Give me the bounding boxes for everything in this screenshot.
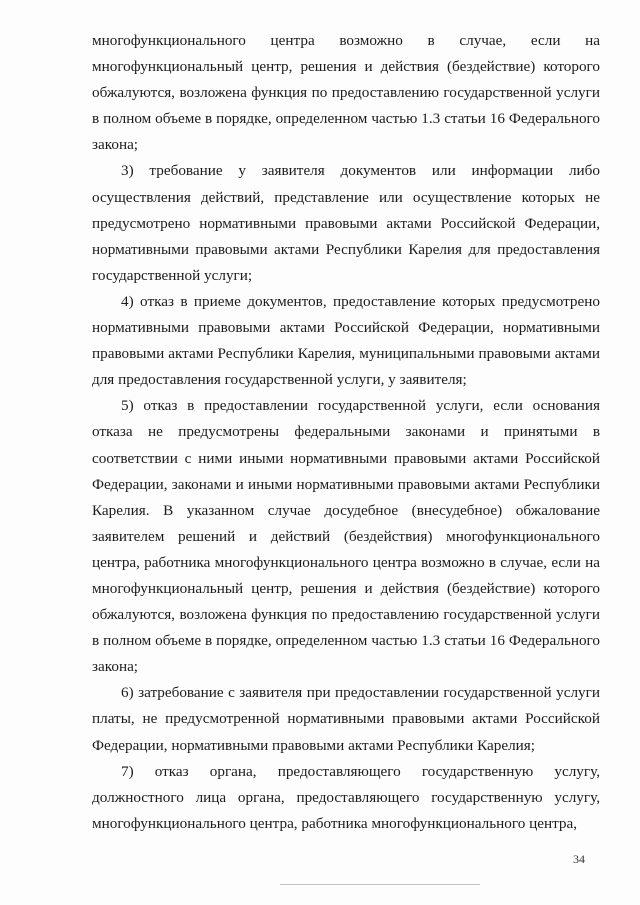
document-body bbox=[92, 28, 600, 837]
paragraph-continuation: многофункционального центра возможно в случае, если на многофункциональный центр, решения и действия (бездействие) которого обжалуются, возложена функция по предоставлению государственной услуги в полном объеме в порядке, определенном частью 1.3 статьи 16 Федерального закона; bbox=[92, 32, 600, 154]
scan-edge-line bbox=[280, 884, 480, 885]
paragraph-item-4: 4) отказ в приеме документов, предоставление которых предусмотрено нормативными правовыми актами Российской Федерации, нормативными правовыми актами Республики Карелия, муниципальными правовыми актами для предоставления государственной услуги, у заявителя; bbox=[92, 292, 600, 389]
paragraph-item-3: 3) требование у заявителя документов или информации либо осуществления действий, представление или осуществление которых не предусмотрено нормативными правовыми актами Российской Федерации, нормативными правовыми актами Республики Карелия для предоставления государственной услуги; bbox=[92, 162, 600, 284]
paragraph-item-5: 5) отказ в предоставлении государственной услуги, если основания отказа не предусмотрены федеральными законами и принятыми в соответствии с ними иными нормативными правовыми актами Российской Федерации, законами и иными нормативными правовыми актами Республики Карелия. В указанном случае досудебное (внесудебное) обжалование заявителем решений и действий (бездействия) многофункционального центра, работника многофункционального центра возможно в случае, если на многофункциональный центр, решения и действия (бездействие) которого обжалуются, возложена функция по предоставлению государственной услуги в полном объеме в порядке, определенном частью 1.3 статьи 16 Федерального закона; bbox=[92, 397, 600, 676]
paragraph-item-6: 6) затребование с заявителя при предоставлении государственной услуги платы, не предусмотренной нормативными правовыми актами Российской Федерации, нормативными правовыми актами Республики Карелия; bbox=[92, 684, 600, 754]
paragraph-item-7: 7) отказ органа, предоставляющего государственную услугу, должностного лица органа, предоставляющего государственную услугу, многофункционального центра, работника многофункционального центра, bbox=[92, 762, 600, 832]
page-number: 34 bbox=[573, 852, 585, 866]
